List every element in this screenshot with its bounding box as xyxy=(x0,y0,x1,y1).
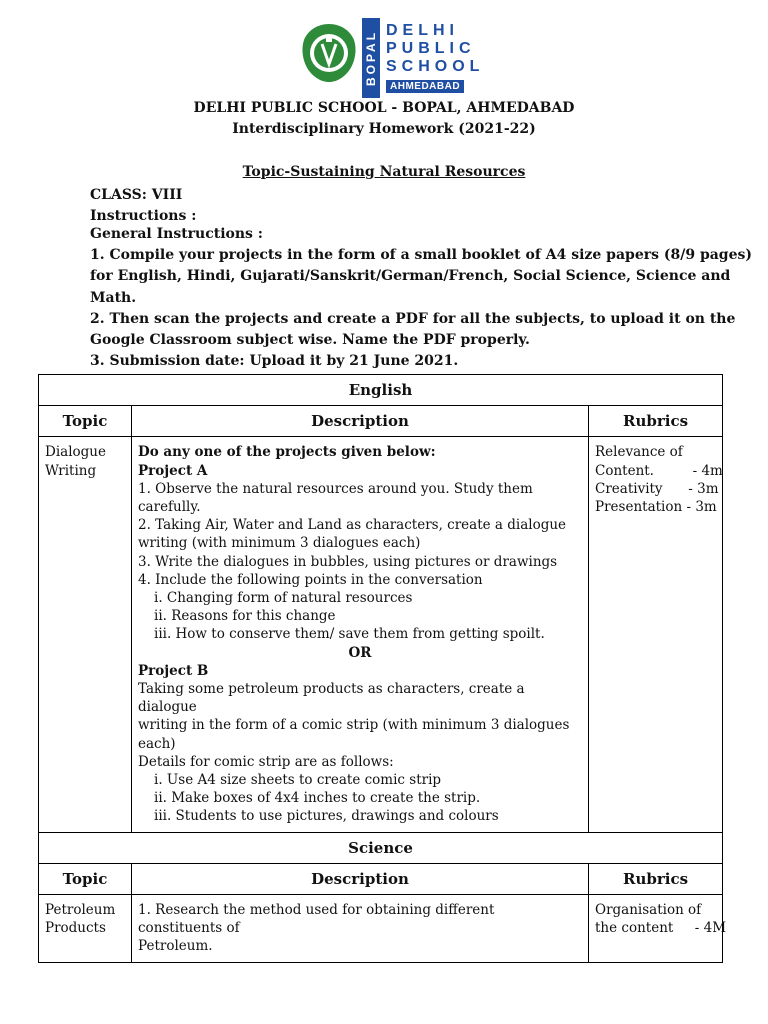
project-a-item: 2. Taking Air, Water and Land as characters, create a dialogue xyxy=(138,517,567,534)
description-header: Description xyxy=(132,863,589,894)
project-a-item: 3. Write the dialogues in bubbles, using pictures or drawings xyxy=(138,553,558,570)
rubric-line: Creativity - 3m xyxy=(595,480,719,497)
instruction-line-4: 2. Then scan the projects and create a PDF for all the subjects, to upload it on the xyxy=(90,311,736,327)
project-a-item: 4. Include the following points in the conversation xyxy=(138,571,483,588)
homework-subtitle: Interdisciplinary Homework (2021-22) xyxy=(232,121,536,137)
description-header: Description xyxy=(132,406,589,437)
science-header-row xyxy=(39,863,723,894)
english-section-title: English xyxy=(39,375,723,406)
science-section-title: Science xyxy=(39,832,723,863)
brand-line-2: PUBLIC xyxy=(386,40,476,57)
brand-text xyxy=(386,22,485,92)
project-a-heading: Project A xyxy=(138,462,208,479)
english-topic-cell xyxy=(39,437,132,832)
project-b-heading: Project B xyxy=(138,662,209,679)
homework-table xyxy=(38,374,727,963)
english-section-row xyxy=(39,375,723,406)
rubric-line: Content. - 4m xyxy=(595,462,723,479)
brand-line-1: DELHI xyxy=(386,22,459,39)
project-a-subitem: ii. Reasons for this change xyxy=(154,608,336,625)
project-b-item: Details for comic strip are as follows: xyxy=(138,753,394,770)
instruction-line-3: Math. xyxy=(90,290,137,306)
science-description-cell xyxy=(132,895,589,963)
topic-line: Writing xyxy=(45,462,97,479)
topic-line: Products xyxy=(45,920,106,937)
english-rubrics-cell xyxy=(589,437,723,832)
school-name: DELHI PUBLIC SCHOOL - BOPAL, AHMEDABAD xyxy=(193,100,575,116)
bopal-vertical-banner xyxy=(362,18,380,98)
rubric-line: Relevance of xyxy=(595,444,683,461)
rubrics-header: Rubrics xyxy=(589,406,723,437)
description-line: Petroleum. xyxy=(138,938,213,955)
topic-line: Petroleum xyxy=(45,902,116,919)
project-a-subitem: i. Changing form of natural resources xyxy=(154,590,413,607)
school-logo xyxy=(300,18,485,98)
class-line: CLASS: VIII xyxy=(90,187,183,203)
project-a-subitem: iii. How to conserve them/ save them from getting spoilt. xyxy=(154,626,545,643)
science-content-row xyxy=(39,895,723,963)
rubrics-header: Rubrics xyxy=(589,863,723,894)
description-intro: Do any one of the projects given below: xyxy=(138,444,436,461)
topic-header: Topic xyxy=(39,406,132,437)
rubric-line: Presentation - 3m xyxy=(595,499,717,516)
project-b-subitem: ii. Make boxes of 4x4 inches to create the strip. xyxy=(154,790,481,807)
english-content-row xyxy=(39,437,723,832)
instruction-line-5: Google Classroom subject wise. Name the PDF properly. xyxy=(90,332,530,348)
topic-line: Dialogue xyxy=(45,444,106,461)
english-header-row xyxy=(39,406,723,437)
rubric-line: the content - 4M xyxy=(595,920,727,937)
instruction-line-2: for English, Hindi, Gujarati/Sanskrit/German/French, Social Science, Science and xyxy=(90,268,731,284)
description-line: 1. Research the method used for obtaining different constituents of xyxy=(138,902,495,937)
topic-heading: Topic-Sustaining Natural Resources xyxy=(242,164,526,180)
brand-city: AHMEDABAD xyxy=(386,80,464,93)
science-rubrics-cell xyxy=(589,895,727,963)
bopal-text: BOPAL xyxy=(364,29,378,87)
instructions-label: Instructions : xyxy=(90,208,197,224)
school-emblem-icon xyxy=(300,22,358,84)
project-b-item: writing in the form of a comic strip (with minimum 3 dialogues each) xyxy=(138,717,570,752)
project-a-item: writing (with minimum 3 dialogues each) xyxy=(138,535,421,552)
science-topic-cell xyxy=(39,895,132,963)
project-b-subitem: iii. Students to use pictures, drawings and colours xyxy=(154,808,499,825)
topic-header: Topic xyxy=(39,863,132,894)
project-b-subitem: i. Use A4 size sheets to create comic strip xyxy=(154,772,442,789)
instruction-line-1: 1. Compile your projects in the form of a small booklet of A4 size papers (8/9 pages) xyxy=(90,247,753,263)
english-description-cell xyxy=(132,437,589,832)
project-b-item: Taking some petroleum products as characters, create a dialogue xyxy=(138,681,525,716)
instruction-line-6: 3. Submission date: Upload it by 21 June 2021. xyxy=(90,353,459,369)
or-separator: OR xyxy=(348,644,372,661)
rubric-line: Organisation of xyxy=(595,902,702,919)
brand-line-3: SCHOOL xyxy=(386,58,485,75)
science-section-row xyxy=(39,832,723,863)
project-a-item: 1. Observe the natural resources around you. Study them carefully. xyxy=(138,480,533,516)
general-instructions-label: General Instructions : xyxy=(90,226,263,242)
